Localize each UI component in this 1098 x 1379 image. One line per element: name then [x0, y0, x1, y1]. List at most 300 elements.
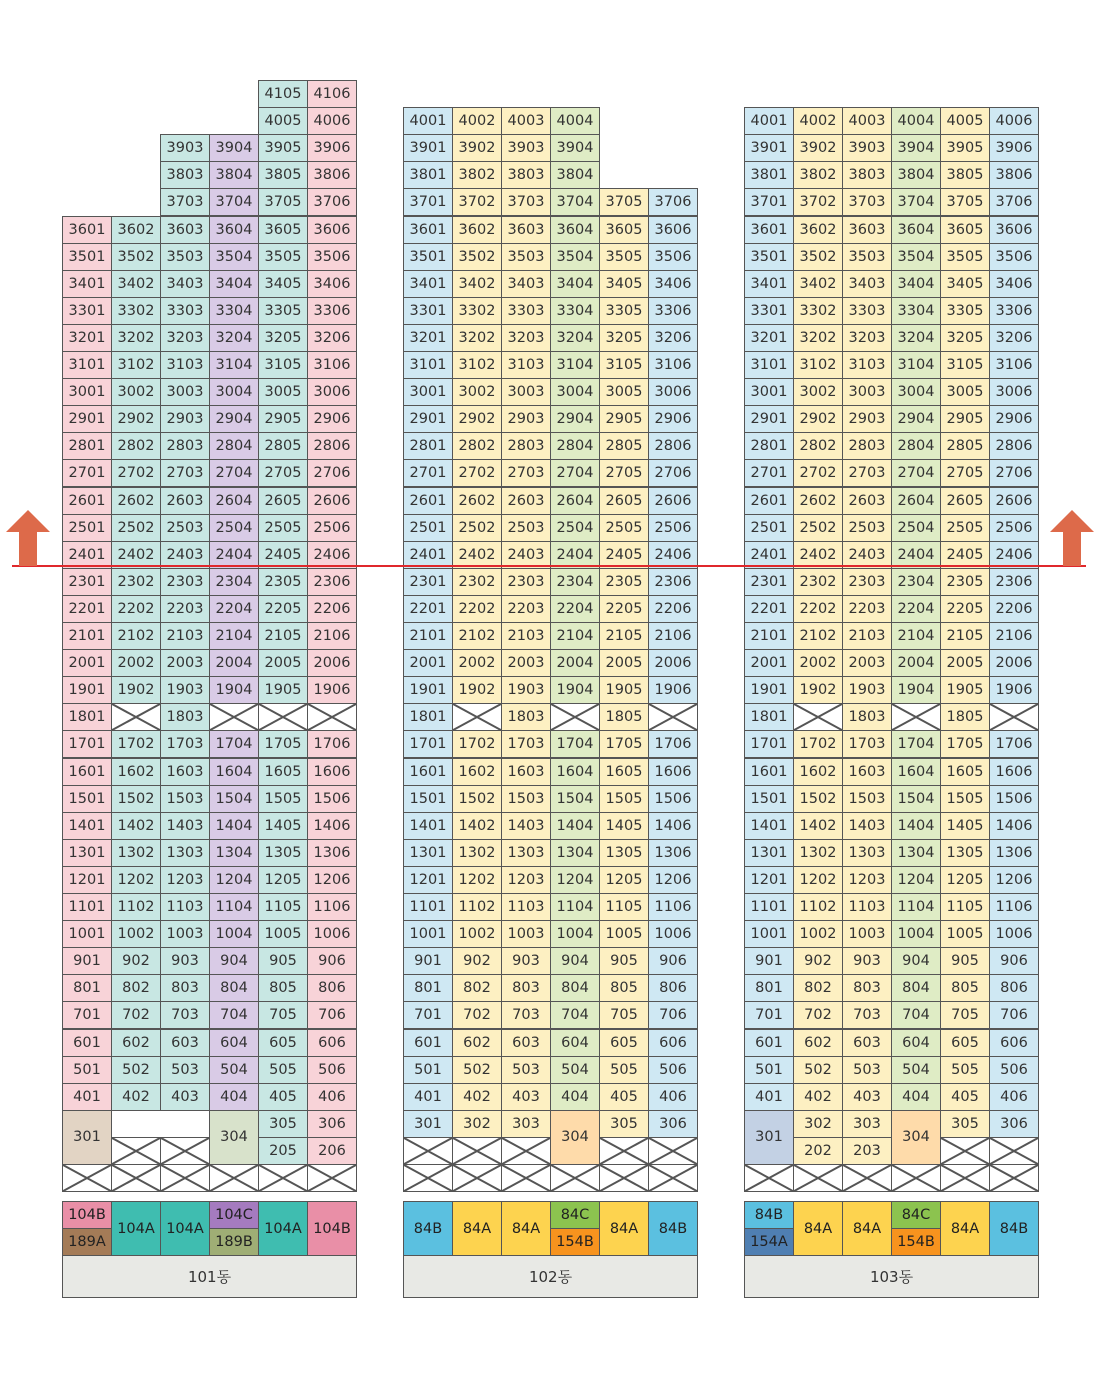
- unit-cell: [989, 785, 1039, 813]
- unit-number: 2105: [264, 628, 302, 645]
- unit-cell: [452, 974, 502, 1002]
- unit-type-cell: [209, 1201, 259, 1229]
- empty-unit-cell: [648, 1137, 698, 1165]
- unit-number: 3503: [848, 248, 886, 265]
- unit-type-cell: [940, 1201, 990, 1256]
- unit-cell: [550, 297, 600, 325]
- unit-number: 2104: [897, 628, 935, 645]
- unit-cell: [403, 974, 453, 1002]
- unit-cell: [842, 188, 892, 216]
- unit-number: 2306: [313, 573, 351, 590]
- unit-number: 1202: [117, 871, 155, 888]
- unit-cell: [842, 324, 892, 352]
- unit-number: 505: [610, 1061, 638, 1078]
- unit-cell: [989, 270, 1039, 298]
- unit-number: 3402: [117, 275, 155, 292]
- unit-cell: [550, 270, 600, 298]
- unit-number: 2404: [897, 546, 935, 563]
- unit-cell: [648, 188, 698, 216]
- unit-number: 2306: [654, 573, 692, 590]
- unit-number: 3903: [166, 140, 204, 157]
- unit-number: 2601: [409, 492, 447, 509]
- unit-cell: [842, 866, 892, 894]
- unit-cell: [793, 514, 843, 542]
- empty-unit-cell: [307, 1164, 357, 1192]
- unit-cell: [599, 324, 649, 352]
- unit-cell: [842, 703, 892, 731]
- unit-number: 2604: [556, 492, 594, 509]
- unit-cell: [989, 920, 1039, 948]
- unit-cell: [501, 974, 551, 1002]
- unit-cell: [111, 243, 161, 271]
- unit-number: 3605: [264, 221, 302, 238]
- unit-cell: [599, 514, 649, 542]
- unit-number: 2906: [995, 411, 1033, 428]
- unit-number: 1605: [605, 763, 643, 780]
- unit-cell: [258, 188, 308, 216]
- unit-cell: [258, 1083, 308, 1111]
- unit-number: 3904: [897, 140, 935, 157]
- unit-number: 905: [610, 953, 638, 970]
- unit-cell: [501, 161, 551, 189]
- empty-unit-cell: [307, 703, 357, 731]
- unit-type-cell: [501, 1201, 551, 1256]
- unit-cell: [160, 351, 210, 379]
- unit-cell: [891, 405, 941, 433]
- unit-number: 3703: [166, 194, 204, 211]
- unit-number: 3601: [409, 221, 447, 238]
- unit-number: 2905: [264, 411, 302, 428]
- unit-cell: [842, 459, 892, 487]
- unit-number: 3202: [799, 329, 837, 346]
- unit-number: 1104: [897, 899, 935, 916]
- unit-cell: [160, 405, 210, 433]
- unit-cell: [599, 622, 649, 650]
- unit-cell: [501, 676, 551, 704]
- unit-cell: [111, 595, 161, 623]
- empty-unit-cell: [599, 1137, 649, 1165]
- unit-cell: [160, 649, 210, 677]
- unit-number: 1504: [897, 790, 935, 807]
- unit-number: 3305: [605, 302, 643, 319]
- unit-cell: [599, 351, 649, 379]
- unit-cell: [648, 378, 698, 406]
- unit-cell: [258, 785, 308, 813]
- unit-cell: [62, 758, 112, 786]
- unit-number: 3303: [848, 302, 886, 319]
- unit-number: 3403: [507, 275, 545, 292]
- unit-cell: [550, 161, 600, 189]
- unit-cell: [209, 1083, 259, 1111]
- unit-number: 1606: [654, 763, 692, 780]
- unit-cell: [452, 730, 502, 758]
- unit-number: 2706: [313, 465, 351, 482]
- unit-cell: [111, 270, 161, 298]
- unit-number: 1002: [458, 926, 496, 943]
- unit-number: 2804: [897, 438, 935, 455]
- unit-number: 2506: [995, 519, 1033, 536]
- unit-cell: [111, 1001, 161, 1029]
- unit-number: 3205: [605, 329, 643, 346]
- unit-cell: [550, 785, 600, 813]
- unit-number: 1905: [605, 682, 643, 699]
- unit-cell: [744, 1083, 794, 1111]
- unit-number: 1506: [313, 790, 351, 807]
- unit-number: 2704: [897, 465, 935, 482]
- cross-icon: [649, 1165, 697, 1191]
- unit-cell: [501, 866, 551, 894]
- unit-number: 3201: [750, 329, 788, 346]
- unit-number: 1506: [654, 790, 692, 807]
- unit-cell: [209, 161, 259, 189]
- unit-cell: [452, 243, 502, 271]
- unit-cell: [403, 1056, 453, 1084]
- unit-number: 501: [414, 1061, 442, 1078]
- unit-number: 4001: [409, 113, 447, 130]
- unit-cell: [940, 947, 990, 975]
- unit-cell: [452, 812, 502, 840]
- unit-cell: [452, 459, 502, 487]
- unit-cell: [891, 595, 941, 623]
- unit-cell: [62, 1083, 112, 1111]
- building-name: 103동: [744, 1255, 1039, 1298]
- unit-cell: [744, 432, 794, 460]
- unit-number: 1202: [458, 871, 496, 888]
- unit-number: 1206: [995, 871, 1033, 888]
- unit-number: 1603: [848, 763, 886, 780]
- unit-number: 2703: [166, 465, 204, 482]
- unit-number: 2301: [409, 573, 447, 590]
- unit-number: 3706: [313, 194, 351, 211]
- empty-unit-cell: [160, 1164, 210, 1192]
- unit-number: 302: [804, 1115, 832, 1132]
- unit-number: 4006: [995, 113, 1033, 130]
- unit-cell: [793, 758, 843, 786]
- unit-number: 706: [318, 1007, 346, 1024]
- unit-cell: [403, 1001, 453, 1029]
- unit-number: 501: [755, 1061, 783, 1078]
- unit-number: 3401: [750, 275, 788, 292]
- unit-number: 2601: [750, 492, 788, 509]
- unit-number: 3106: [313, 357, 351, 374]
- unit-cell: [111, 676, 161, 704]
- unit-cell: [160, 622, 210, 650]
- unit-cell: [793, 161, 843, 189]
- empty-unit-cell: [209, 1164, 259, 1192]
- unit-cell: [550, 134, 600, 162]
- unit-type-cell: [744, 1201, 794, 1229]
- empty-unit-cell: [452, 703, 502, 731]
- unit-cell: [111, 459, 161, 487]
- unit-cell: [550, 1083, 600, 1111]
- unit-number: 3502: [799, 248, 837, 265]
- unit-number: 701: [755, 1007, 783, 1024]
- unit-number: 1306: [654, 844, 692, 861]
- unit-number: 2904: [215, 411, 253, 428]
- unit-number: 603: [171, 1034, 199, 1051]
- unit-type-cell: [550, 1201, 600, 1229]
- unit-number: 905: [951, 953, 979, 970]
- unit-number: 1304: [556, 844, 594, 861]
- unit-cell: [403, 785, 453, 813]
- unit-type-label: 104A: [166, 1220, 204, 1237]
- unit-cell: [550, 595, 600, 623]
- unit-number: 3405: [946, 275, 984, 292]
- unit-cell: [403, 432, 453, 460]
- unit-number: 1301: [409, 844, 447, 861]
- unit-number: 301: [414, 1115, 442, 1132]
- cross-icon: [990, 1165, 1038, 1191]
- unit-cell: [111, 974, 161, 1002]
- unit-cell: [160, 568, 210, 596]
- unit-number: 2803: [507, 438, 545, 455]
- unit-number: 3004: [897, 384, 935, 401]
- unit-number: 1205: [264, 871, 302, 888]
- unit-number: 1605: [946, 763, 984, 780]
- unit-cell: [891, 188, 941, 216]
- unit-number: 1201: [68, 871, 106, 888]
- unit-cell: [307, 459, 357, 487]
- unit-number: 1902: [117, 682, 155, 699]
- unit-cell: [501, 188, 551, 216]
- unit-cell: [989, 378, 1039, 406]
- unit-cell: [989, 1083, 1039, 1111]
- unit-cell: [501, 405, 551, 433]
- unit-number: 2406: [995, 546, 1033, 563]
- unit-number: 401: [414, 1088, 442, 1105]
- unit-type-label: 84A: [852, 1220, 882, 1237]
- unit-number: 1301: [68, 844, 106, 861]
- unit-cell: [501, 649, 551, 677]
- unit-number: 3204: [215, 329, 253, 346]
- unit-cell: [403, 730, 453, 758]
- unit-cell: [209, 595, 259, 623]
- unit-number: 1205: [605, 871, 643, 888]
- unit-number: 1204: [215, 871, 253, 888]
- unit-number: 701: [73, 1007, 101, 1024]
- unit-number: 2003: [507, 655, 545, 672]
- unit-cell: [62, 920, 112, 948]
- unit-number: 402: [804, 1088, 832, 1105]
- unit-cell: [599, 893, 649, 921]
- unit-number: 3006: [654, 384, 692, 401]
- unit-number: 2502: [117, 519, 155, 536]
- unit-number: 904: [902, 953, 930, 970]
- unit-number: 806: [318, 980, 346, 997]
- unit-number: 3704: [556, 194, 594, 211]
- unit-cell: [842, 1137, 892, 1165]
- unit-cell: [403, 839, 453, 867]
- unit-number: 805: [610, 980, 638, 997]
- unit-number: 3704: [897, 194, 935, 211]
- unit-number: 2405: [605, 546, 643, 563]
- unit-cell: [842, 134, 892, 162]
- unit-cell: [111, 785, 161, 813]
- unit-number: 3104: [556, 357, 594, 374]
- cross-icon: [941, 1165, 989, 1191]
- unit-number: 3206: [654, 329, 692, 346]
- unit-cell: [793, 730, 843, 758]
- unit-number: 1304: [215, 844, 253, 861]
- unit-cell: [989, 161, 1039, 189]
- unit-cell: [307, 974, 357, 1002]
- unit-cell: [501, 324, 551, 352]
- unit-cell: [403, 107, 453, 135]
- unit-number: 3903: [848, 140, 886, 157]
- unit-number: 1704: [215, 736, 253, 753]
- unit-cell: [111, 920, 161, 948]
- unit-cell: [160, 974, 210, 1002]
- unit-number: 3404: [215, 275, 253, 292]
- unit-number: 2305: [605, 573, 643, 590]
- unit-cell: [550, 1056, 600, 1084]
- unit-cell: [940, 839, 990, 867]
- unit-type-label: 189A: [68, 1234, 106, 1250]
- unit-number: 3301: [750, 302, 788, 319]
- unit-number: 3705: [946, 194, 984, 211]
- unit-number: 803: [512, 980, 540, 997]
- unit-number: 2906: [313, 411, 351, 428]
- unit-number: 2402: [458, 546, 496, 563]
- unit-cell: [501, 1083, 551, 1111]
- unit-number: 3102: [458, 357, 496, 374]
- unit-cell: [403, 622, 453, 650]
- unit-cell: [793, 622, 843, 650]
- unit-number: 904: [561, 953, 589, 970]
- unit-cell: [648, 595, 698, 623]
- unit-cell: [550, 676, 600, 704]
- unit-number: 3305: [264, 302, 302, 319]
- unit-number: 1904: [556, 682, 594, 699]
- unit-number: 3501: [68, 248, 106, 265]
- unit-type-cell: [891, 1228, 941, 1256]
- unit-number: 2501: [68, 519, 106, 536]
- unit-cell: [209, 216, 259, 244]
- unit-number: 3803: [507, 167, 545, 184]
- unit-number: 1603: [166, 763, 204, 780]
- unit-cell: [842, 107, 892, 135]
- unit-cell: [501, 270, 551, 298]
- unit-number: 1001: [68, 926, 106, 943]
- unit-number: 3505: [264, 248, 302, 265]
- unit-number: 3502: [458, 248, 496, 265]
- unit-number: 1604: [897, 763, 935, 780]
- unit-cell: [258, 432, 308, 460]
- unit-cell: [842, 785, 892, 813]
- unit-cell: [452, 324, 502, 352]
- unit-number: 1505: [264, 790, 302, 807]
- unit-number: 3105: [264, 357, 302, 374]
- unit-number: 405: [610, 1088, 638, 1105]
- unit-number: 802: [122, 980, 150, 997]
- boundary-line: [12, 565, 1086, 567]
- unit-cell: [209, 134, 259, 162]
- unit-cell: [307, 1083, 357, 1111]
- unit-cell: [744, 324, 794, 352]
- unit-cell: [209, 1001, 259, 1029]
- unit-cell: [989, 243, 1039, 271]
- unit-number: 3005: [605, 384, 643, 401]
- unit-cell: [452, 514, 502, 542]
- unit-cell: [111, 297, 161, 325]
- unit-cell: [599, 974, 649, 1002]
- unit-cell: [452, 866, 502, 894]
- unit-number: 3602: [117, 221, 155, 238]
- unit-cell: [258, 270, 308, 298]
- unit-cell: [891, 1029, 941, 1057]
- unit-cell: [940, 1029, 990, 1057]
- unit-number: 2103: [848, 628, 886, 645]
- unit-number: 606: [659, 1034, 687, 1051]
- unit-cell: [648, 622, 698, 650]
- unit-number: 2005: [946, 655, 984, 672]
- unit-cell: [111, 432, 161, 460]
- unit-cell: [599, 839, 649, 867]
- unit-number: 2802: [799, 438, 837, 455]
- unit-number: 1504: [556, 790, 594, 807]
- unit-number: 2406: [654, 546, 692, 563]
- unit-number: 1505: [946, 790, 984, 807]
- unit-number: 1206: [654, 871, 692, 888]
- unit-cell: [989, 1110, 1039, 1138]
- unit-cell: [307, 1137, 357, 1165]
- unit-number: 4005: [264, 113, 302, 130]
- unit-cell: [842, 758, 892, 786]
- unit-number: 1102: [117, 899, 155, 916]
- unit-cell: [842, 351, 892, 379]
- unit-number: 801: [755, 980, 783, 997]
- unit-cell: [744, 974, 794, 1002]
- unit-number: 2706: [654, 465, 692, 482]
- unit-number: 2206: [313, 600, 351, 617]
- unit-number: 2202: [799, 600, 837, 617]
- empty-unit-cell: [452, 1137, 502, 1165]
- unit-number: 3203: [848, 329, 886, 346]
- unit-cell: [891, 1001, 941, 1029]
- unit-cell: [940, 459, 990, 487]
- unit-cell: [62, 649, 112, 677]
- unit-cell: [62, 324, 112, 352]
- unit-cell: [550, 893, 600, 921]
- unit-number: 2704: [556, 465, 594, 482]
- unit-number: 2602: [799, 492, 837, 509]
- unit-number: 1705: [946, 736, 984, 753]
- unit-cell: [891, 758, 941, 786]
- unit-cell: [989, 676, 1039, 704]
- unit-cell: [599, 866, 649, 894]
- unit-number: 3905: [264, 140, 302, 157]
- unit-number: 1306: [995, 844, 1033, 861]
- unit-cell: [160, 947, 210, 975]
- unit-number: 1404: [897, 817, 935, 834]
- unit-cell: [793, 487, 843, 515]
- unit-cell: [307, 297, 357, 325]
- unit-number: 1503: [507, 790, 545, 807]
- unit-cell: [258, 568, 308, 596]
- unit-cell: [403, 297, 453, 325]
- unit-cell: [989, 297, 1039, 325]
- unit-cell: [258, 1110, 308, 1138]
- unit-cell: [940, 188, 990, 216]
- unit-number: 2505: [946, 519, 984, 536]
- building-name: 101동: [62, 1255, 357, 1298]
- unit-cell: [258, 107, 308, 135]
- unit-cell: [501, 730, 551, 758]
- unit-number: 3102: [799, 357, 837, 374]
- unit-type-cell: [209, 1228, 259, 1256]
- unit-number: 902: [463, 953, 491, 970]
- unit-type-cell: [452, 1201, 502, 1256]
